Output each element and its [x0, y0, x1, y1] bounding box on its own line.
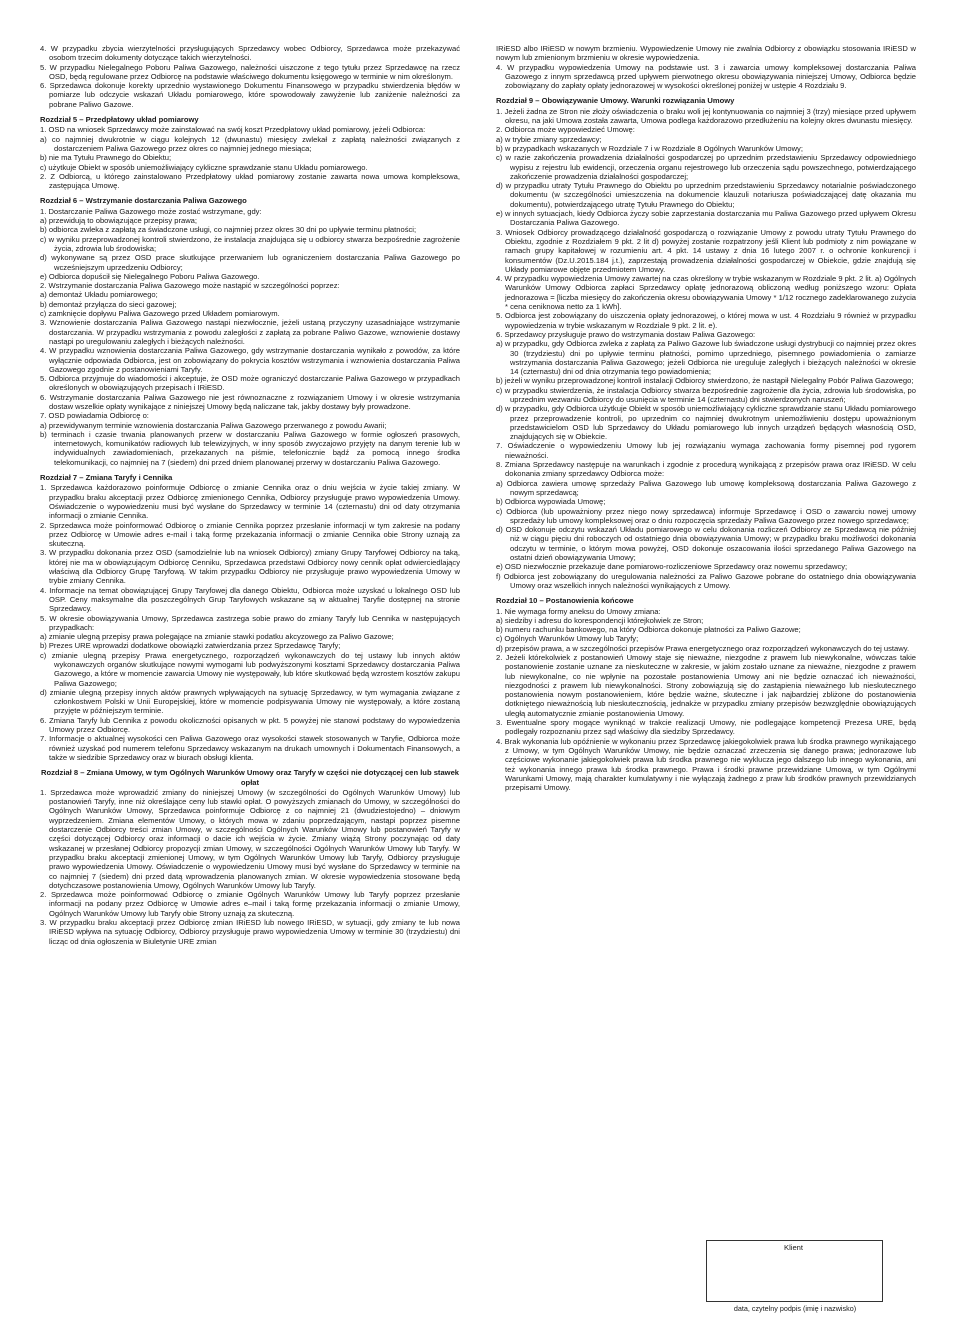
- signature-box-title: Klient: [784, 1243, 803, 1252]
- paragraph: IRiESD albo IRiESD w nowym brzmieniu. Wypowiedzenie Umowy nie zwalnia Odbiorcy z obowiązku stosowania IRiESD w nowym lub zmienionym brzmieniu w okresie wypowiedzenia.: [496, 44, 916, 63]
- numbered-paragraph: 3. Ewentualne spory mogące wyniknąć w trakcie realizacji Umowy, nie podlegające kompetencji Prezesa URE, będą podlegały rozpoznaniu przez sąd właściwy dla siedziby Sprzedawcy.: [496, 718, 916, 737]
- numbered-paragraph: 1. Jeżeli żadna ze Stron nie złoży oświadczenia o braku woli jej kontynuowania co najmniej 3 (trzy) miesiące przed upływem okresu, na jaki Umowa została zawarta, Umowa podlega każdorazowo przedłużeniu na kolejny okres dwunastu miesięcy.: [496, 106, 916, 126]
- numbered-paragraph: 1. Sprzedawca każdorazowo poinformuje Odbiorcę o zmianie Cennika oraz o dniu wejścia w życie takiej zmiany. W przypadku braku akceptacji przez Odbiorcę zmienionego Cennika, Odbiorcy przysługuje prawo wypowiedzenia Umowy. Oświadczenie o wypowiedzeniu musi być wysłane do Sprzedawcy w terminie 14 (czternastu) dni od daty otrzymania informacji o zmianie Cennika.: [40, 483, 460, 521]
- numbered-paragraph: 2. Wstrzymanie dostarczania Paliwa Gazowego może nastąpić w szczególności poprzez:: [40, 281, 340, 291]
- sub-item: b) Odbiorca wypowiada Umowę;: [496, 497, 606, 507]
- sub-item: c) w przypadku stwierdzenia, że instalacja Odbiorcy stwarza bezpośrednie zagrożenie dla życia, zdrowia lub środowiska, po uprzednim wezwaniu Odbiorcy do usunięcia w terminie 14 (czternastu) dni stwierdzonych naruszeń;: [496, 385, 916, 404]
- numbered-paragraph: 6. Wstrzymanie dostarczania Paliwa Gazowego nie jest równoznaczne z rozwiązaniem Umowy i w okresie wstrzymania dostaw wszelkie opłaty wynikające z niniejszej Umowy będą naliczane tak, jakby dostawy były prowadzone.: [40, 392, 460, 411]
- sub-item: a) w trybie zmiany sprzedawcy;: [496, 134, 602, 144]
- section-heading: Rozdział 7 – Zmiana Taryfy i Cennika: [40, 473, 173, 483]
- sub-item: a) siedziby i adresu do korespondencji którejkolwiek ze Stron;: [496, 615, 704, 625]
- sub-item: d) zmianie ulegną przepisy innych aktów prawnych wpływających na sytuację Sprzedawcy, w tym wymagania związane z członkostwem Polski w Unii Europejskiej, które w momencie podpisywania Umowy nie występowały, a które zostaną przyjęte w późniejszym terminie.: [40, 687, 460, 716]
- sub-item: d) wykonywane są przez OSD prace skutkujące przerwaniem lub ograniczeniem dostarczania Paliwa Gazowego po wcześniejszym uprzedzeniu Odbiorcy;: [40, 253, 460, 272]
- numbered-paragraph: 4. W przypadku zbycia wierzytelności przysługujących Sprzedawcy wobec Odbiorcy, Sprzedawca może przekazywać osobom trzecim dokumenty dotyczące takich wierzytelności.: [40, 44, 460, 63]
- sub-item: b) terminach i czasie trwania planowanych przerw w dostarczaniu Paliwa Gazowego w formie ogłoszeń prasowych, internetowych, komunikatów radiowych lub telewizyjnych, w inny sposób zwyczajowo przyjęty na danym terenie lub w indywidualnych zawiadomieniach, przekazanych na piśmie, telefonicznie bądź za pomocą innego środka telekomunikacji, co najmniej na 7 (siedem) dni przed dniem planowanej przerwy w dostarczaniu Paliwa Gazowego.: [40, 429, 460, 467]
- sub-item: e) OSD niezwłocznie przekazuje dane pomiarowo-rozliczeniowe Sprzedawcy oraz nowemu sprzedawcy;: [496, 562, 848, 572]
- signature-caption: data, czytelny podpis (imię i nazwisko): [733, 1304, 857, 1313]
- numbered-paragraph: 5. W przypadku Nielegalnego Poboru Paliwa Gazowego, należności uiszczone z tego tytułu przez Sprzedawcę na rzecz OSD, będą regulowane przez Odbiorcę na podstawie właściwego dokumentu księgowego w terminie w nim określonym.: [40, 62, 460, 81]
- numbered-paragraph: 3. W przypadku braku akceptacji przez Odbiorcę zmian IRiESD lub nowego IRiESD, w sytuacji, gdy zmiany te lub nowa IRiESD wpływa na sytuację Odbiorcy, Odbiorcy przysługuje prawo wypowiedzenia Umowy w terminie 30 (trzydziestu) dni licząc od dnia ogłoszenia w Biuletynie URE zmian: [40, 918, 460, 946]
- numbered-paragraph: 3. W przypadku dokonania przez OSD (samodzielnie lub na wniosek Odbiorcy) zmiany Grupy Taryfowej Odbiorcy na taką, której nie ma w obowiązującym Odbiorcę Cenniku, Sprzedawca przedstawi Odbiorcy nowy cennik opłat odwierciedlający właściwą dla Odbiorcy Grupę Taryfową. W takim przypadku Odbiorcy nie przysługuje prawo wypowiedzenia Umowy w trybie zmiany Cennika.: [40, 548, 460, 586]
- numbered-paragraph: 2. Z Odbiorcą, u którego zainstalowano Przedpłatowy układ pomiarowy zostanie zawarta nowa umowa kompleksowa, zastępująca Umowę.: [40, 171, 460, 191]
- sub-item: d) w przypadku utraty Tytułu Prawnego do Obiektu po uprzednim przedstawieniu Sprzedawcy notarialnie poświadczonego dokumentu (w szczególności umieszczenia na dokumencie klauzuli notariusza poświadczającej datę okazania mu dokumentu), potwierdzającego utratę Tytułu Prawnego do Obiektu;: [496, 181, 916, 209]
- numbered-paragraph: 8. Zmiana Sprzedawcy następuje na warunkach i zgodnie z procedurą wynikającą z przepisów prawa oraz IRiESD. W celu dokonania zmiany sprzedawcy Odbiorca może:: [496, 460, 916, 479]
- numbered-paragraph: 4. Brak wykonania lub opóźnienie w wykonaniu przez Sprzedawcę jakiegokolwiek prawa lub środka prawnego wynikającego z Umowy, w tym Ogólnych Warunków Umowy, nie będzie oznaczać zrzeczenia się danego prawa; jednorazowe lub częściowe wykonanie jakiegokolwiek prawa lub środka prawnego nie wyklucza jego dalszego lub innego wykonania, ani też wykonania innego prawa lub środka prawnego. Prawa i środki prawne przewidziane Umową, w tym Ogólnymi Warunkami Umowy, mają charakter kumulatywny i nie wyłączają żadnego z praw lub środków prawnych przewidzianych przepisami Umowy.: [496, 736, 916, 793]
- sub-item: a) zmianie ulegną przepisy prawa polegające na zmianie stawki podatku akcyzowego za Paliwo Gazowe;: [40, 632, 394, 642]
- sub-item: a) co najmniej dwukrotnie w ciągu kolejnych 12 (dwunastu) miesięcy zwlekał z zapłatą należności związanych z dostarczeniem Paliwa Gazowego przez okres co najmniej jednego miesiąca;: [40, 134, 460, 153]
- sub-item: b) odbiorca zwleka z zapłatą za świadczone usługi, co najmniej przez okres 30 dni po upływie terminu płatności;: [40, 225, 417, 235]
- numbered-paragraph: 7. OSD powiadamia Odbiorcę o:: [40, 411, 149, 421]
- numbered-paragraph: 1. OSD na wniosek Sprzedawcy może zainstalować na swój koszt Przedpłatowy układ pomiarowy, jeżeli Odbiorca:: [40, 125, 426, 135]
- numbered-paragraph: 4. W przypadku wypowiedzenia Umowy na podstawie ust. 3 i zawarcia umowy kompleksowej dostarczania Paliwa Gazowego z innym sprzedawcą przed upływem pierwotnego okresu obowiązywania niniejszej Umowy, Odbiorca będzie zobowiązany do zapłaty opłaty jednorazowej w wysokości określonej poniżej w ustępie 4 Rozdziału 9.: [496, 62, 916, 91]
- numbered-paragraph: 1. Dostarczanie Paliwa Gazowego może zostać wstrzymane, gdy:: [40, 206, 262, 216]
- sub-item: b) jeżeli w wyniku przeprowadzonej kontroli instalacji Odbiorcy stwierdzono, że nastąpił Nielegalny Pobór Paliwa Gazowego;: [496, 376, 914, 386]
- sub-item: a) Odbiorca zawiera umowę sprzedaży Paliwa Gazowego lub umowę kompleksową dostarczania Paliwa Gazowego z nowym sprzedawcą;: [496, 478, 916, 497]
- right-column: [496, 44, 916, 792]
- section-heading: Rozdział 8 – Zmiana Umowy, w tym Ogólnych Warunków Umowy oraz Taryfy w części nie dotyczącej cen lub stawek opłat: [40, 768, 460, 787]
- sub-item: f) Odbiorca jest zobowiązany do uregulowania należności za Paliwo Gazowe pobrane do ostatniego dnia obowiązywania Umowy oraz wszelkich innych należności wynikających z Umowy.: [496, 571, 916, 590]
- sub-item: b) w przypadkach wskazanych w Rozdziale 7 i w Rozdziale 8 Ogólnych Warunków Umowy;: [496, 143, 803, 153]
- numbered-paragraph: 1. Nie wymaga formy aneksu do Umowy zmiana:: [496, 606, 661, 616]
- sub-item: b) Prezes URE wprowadzi dodatkowe obowiązki zatwierdzania przez Sprzedawcę Taryfy;: [40, 641, 341, 651]
- sub-item: b) numeru rachunku bankowego, na który Odbiorca dokonuje płatności za Paliwo Gazowe;: [496, 625, 801, 635]
- numbered-paragraph: 2. Sprzedawca może poinformować Odbiorcę o zmianie Cennika poprzez przesłanie informacji w tym zakresie na podany przez Odbiorcę w Umowie adres e-mail i taką formę przekazania informacji o zmianie Cennika obie Strony uznają za skuteczną.: [40, 520, 460, 549]
- sub-item: a) przewidywanym terminie wznowienia dostarczania Paliwa Gazowego przerwanego z powodu Awarii;: [40, 420, 387, 430]
- sub-item: d) OSD dokonuje odczytu wskazań Układu pomiarowego w celu dokonania rozliczeń Odbiorcy ze Sprzedawcą nie później niż w ciągu pięciu dni roboczych od ostatniego dnia obowiązywania Umowy; w przypadku braku możliwości dokonania odczytu w terminie, o którym mowa powyżej, OSD dokonuje oszacowania ilości sprzedanego Paliwa Gazowego na ostatni dzień obowiązywania Umowy;: [496, 525, 916, 563]
- numbered-paragraph: 2. Sprzedawca może poinformować Odbiorcę o zmianie Ogólnych Warunków Umowy lub Taryfy poprzez przesłanie informacji na podany przez Odbiorcę w Umowie adres e–mail i taką formę przekazania informacji o zmianie Umowy, Ogólnych Warunków Umowy lub Taryfy obie Strony uznają za skuteczną.: [40, 890, 460, 918]
- sub-item: c) użytkuje Obiekt w sposób uniemożliwiający cykliczne sprawdzanie stanu Układu pomiarowego.: [40, 162, 368, 172]
- numbered-paragraph: 4. W przypadku wznowienia dostarczania Paliwa Gazowego, gdy wstrzymanie dostarczania wynikało z powodów, za które wyłącznie odpowiada Odbiorca, jest on zobowiązany do pokrycia kosztów wstrzymania i wznowienia dostarczania Paliwa Gazowego zgodnie z postanowieniami Taryfy.: [40, 346, 460, 374]
- left-column: [40, 44, 460, 946]
- sub-item: a) przewidują to obowiązujące przepisy prawa;: [40, 216, 198, 226]
- numbered-paragraph: 3. Wniosek Odbiorcy prowadzącego działalność gospodarczą o rozwiązanie Umowy z powodu utraty Tytułu Prawnego do Obiektu, zgodnie z Rozdziałem 9 pkt. 2 lit d) powyżej zostanie rozpatrzony jeśli Klient lub podmioty z nim powiązane w ramach grupy kapitałowej w rozumieniu art. 4 pkt. 14 ustawy z dnia 16 lutego 2007 r. o ochronie konkurencji i konsumentów (Dz.U.2015.184 j.t.), zaprzestają prowadzenia działalności gospodarczej w Obiekcie, gdzie znajdują się Układy pomiarowe objęte przedmiotem Umowy.: [496, 227, 916, 274]
- numbered-paragraph: 4. Informacje na temat obowiązującej Grupy Taryfowej dla danego Obiektu, Odbiorca może uzyskać u lokalnego OSD lub OSP. Ceny maksymalne dla poszczególnych Grup Taryfowych wskazane są w aktualnej Taryfie dostępnej na stronie Sprzedawcy.: [40, 585, 460, 614]
- sub-item: c) zmianie ulegną przepisy Prawa energetycznego, rozporządzeń wykonawczych do tej ustawy lub innych aktów wykonawczych organów skutkujące nowymi wymogami lub podwyższonymi kosztami Sprzedawcy dostarczania Paliwa Gazowego, a które w momencie zawarcia Umowy nie występowały, lub które skutkować będą wzrostem kosztów zakupu Paliwa Gazowego;: [40, 650, 460, 688]
- numbered-paragraph: 3. Wznowienie dostarczania Paliwa Gazowego nastąpi niezwłocznie, jeżeli ustaną przyczyny uzasadniające wstrzymanie dostarczania. W przypadku wstrzymania z powodu zaległości z zapłatą za pobrane Paliwo Gazowe, wznowienie dostawy nastąpi po uregulowaniu zaległych i bieżących należności.: [40, 318, 460, 346]
- sub-item: b) nie ma Tytułu Prawnego do Obiektu;: [40, 153, 172, 163]
- sub-item: a) demontaż Układu pomiarowego;: [40, 290, 158, 300]
- sub-item: e) w innych sytuacjach, kiedy Odbiorca życzy sobie zaprzestania dostarczania mu Paliwa Gazowego przed upływem Okresu Dostarczania Paliwa Gazowego.: [496, 209, 916, 228]
- numbered-paragraph: 6. Zmiana Taryfy lub Cennika z powodu okoliczności opisanych w pkt. 5 powyżej nie stanowi podstawy do wypowiedzenia Umowy przez Odbiorcę.: [40, 715, 460, 735]
- sub-item: c) w wyniku przeprowadzonej kontroli stwierdzono, że instalacja znajdująca się u odbiorcy stwarza bezpośrednie zagrożenie życia, zdrowia lub środowiska;: [40, 234, 460, 253]
- sub-item: b) demontaż przyłącza do sieci gazowej;: [40, 299, 177, 309]
- numbered-paragraph: 2. Odbiorca może wypowiedzieć Umowę:: [496, 125, 635, 135]
- sub-item: c) Odbiorca (lub upoważniony przez niego nowy sprzedawca) informuje Sprzedawcę i OSD o zawarciu nowej umowy sprzedaży lub umowy kompleksowej oraz o dniu rozpoczęcia sprzedaży Paliwa Gazowego przez nowego sprzedawcę;: [496, 506, 916, 525]
- section-heading: Rozdział 5 – Przedpłatowy układ pomiarowy: [40, 115, 199, 125]
- numbered-paragraph: 6. Sprzedawcy przysługuje prawo do wstrzymania dostaw Paliwa Gazowego:: [496, 329, 756, 339]
- sub-item: d) przepisów prawa, a w szczególności przepisów Prawa energetycznego oraz rozporządzeń wykonawczych do tej ustawy.: [496, 643, 910, 653]
- section-heading: Rozdział 10 – Postanowienia końcowe: [496, 596, 634, 606]
- sub-item: a) w przypadku, gdy Odbiorca zwleka z zapłatą za Paliwo Gazowe lub świadczone usługi dystrybucji co najmniej przez okres 30 (trzydziestu) dni po upływie terminu płatności, pomimo uprzedniego, pisemnego powiadomienia o zamiarze wstrzymania dostarczania Paliwa Gazowego; jeżeli Odbiorca nie ureguluje zaległych i bieżących należności w okresie 14 (czternastu) dni od dnia otrzymania tego powiadomienia;: [496, 339, 916, 377]
- numbered-paragraph: 4. W przypadku wypowiedzenia Umowy zawartej na czas określony w trybie wskazanym w Rozdziale 9 pkt. 2 lit. a) Ogólnych Warunków Umowy Odbiorca zapłaci Sprzedawcy opłatę jednorazową obliczoną według poniższego wzoru: Opłata jednorazowa = [liczba miesięcy do zakończenia okresu obowiązywania Umowy * 1/12 rocznego zadeklarowanego zużycia * cena ceniknowa netto za 1 kWh].: [496, 274, 916, 312]
- sub-item: e) Odbiorca dopuścił się Nielegalnego Poboru Paliwa Gazowego.: [40, 271, 260, 281]
- numbered-paragraph: 5. W okresie obowiązywania Umowy, Sprzedawca zastrzega sobie prawo do zmiany Taryfy lub Cennika w następujących przypadkach:: [40, 613, 460, 632]
- numbered-paragraph: 7. Informacje o aktualnej wysokości cen Paliwa Gazowego oraz wysokości stawek stosowanych w Taryfie, Odbiorca może również uzyskać pod numerem telefonu Sprzedawcy wskazanym na drukach umownych i Dokumentach Finansowych, a także w siedzibie Sprzedawcy oraz w biurach obsługi klienta.: [40, 734, 460, 762]
- sub-item: c) zamknięcie dopływu Paliwa Gazowego przed Układem pomiarowym.: [40, 309, 280, 319]
- numbered-paragraph: 5. Odbiorca przyjmuje do wiadomości i akceptuje, że OSD może ograniczyć dostarczanie Paliwa Gazowego w przypadkach określonych w obowiązujących przepisach i IRiESD.: [40, 374, 460, 393]
- section-heading: Rozdział 6 – Wstrzymanie dostarczania Paliwa Gazowego: [40, 196, 247, 206]
- numbered-paragraph: 7. Oświadczenie o wypowiedzeniu Umowy lub jej rozwiązaniu wymaga zachowania formy pisemnej pod rygorem nieważności.: [496, 441, 916, 460]
- sub-item: c) w razie zakończenia prowadzenia działalności gospodarczej po uprzednim przedstawieniu Sprzedawcy odpowiedniego wypisu z rejestru lub ewidencji, orzeczenia organu rejestrowego lub orzeczenia sądu powszechnego, potwierdzającego zakończenie prowadzenia działalności gospodarczej;: [496, 153, 916, 181]
- numbered-paragraph: 1. Sprzedawca może wprowadzić zmiany do niniejszej Umowy (w szczególności do Ogólnych Warunków Umowy) lub postanowień Taryfy, inne niż określające ceny lub stawki opłat. O powyższych zmianach do Umowy, w szczególności do Ogólnych Warunków Umowy, Sprzedawca poinformuje Odbiorcę z co najmniej 21 (dwudziestojedno) – dniowym wyprzedzeniem. Zmiana elementów Umowy, o których mowa w zdaniu poprzedzającym, nastąpi poprzez pisemne dostarczenie Odbiorcy treści zmian Umowy, w szczególności Ogólnych Warunków Umowy lub postanowień Taryfy w części dotyczącej Odbiorcy oraz informacji o dacie ich wejścia w życie. Zmiany wiążą Strony poczynając od daty wskazanej w przesłanej Odbiorcy propozycji zmian Umowy, w szczególności Ogólnych Warunków Umowy lub Taryfy. W przypadku braku akceptacji zmienionej Umowy, w tym Ogólnych Warunków Umowy lub Taryfy, Odbiorcy przysługuje prawo wypowiedzenia Umowy. Oświadczenie o wypowiedzeniu Umowy musi być wysłane do Sprzedawcy w terminie na co najmniej 7 (siedem) dni przed datą wprowadzenia planowanych zmian. W okresie wypowiedzenia stosowane będą dotychczasowe postanowienia Umowy, Ogólnych Warunków Umowy lub Taryfy.: [40, 787, 460, 890]
- sub-item: c) Ogólnych Warunków Umowy lub Taryfy;: [496, 634, 639, 644]
- sub-item: d) w przypadku, gdy Odbiorca użytkuje Obiekt w sposób uniemożliwiający cykliczne sprawdzanie stanu Układu pomiarowego przez przeprowadzenie kontroli, po uprzednim co najmniej dwukrotnym uniemożliwieniu dostępu upoważnionym przedstawicielom OSD lub Sprzedawcy do Układu pomiarowego lub innych urządzeń będących własnością OSD, znajdujących się w Obiekcie.: [496, 404, 916, 442]
- numbered-paragraph: 6. Sprzedawca dokonuje korekty uprzednio wystawionego Dokumentu Finansowego w przypadku stwierdzenia błędów w pomiarze lub odczycie wskazań Układu pomiarowego, które spowodowały zawyżenie lub zaniżenie należności za pobrane Paliwo Gazowe.: [40, 81, 460, 109]
- numbered-paragraph: 2. Jeżeli którekolwiek z postanowień Umowy staje się nieważne, niezgodne z prawem lub niewykonalne, wówczas takie postanowienie zostanie uznane za nieskuteczne w zakresie, w jakim zostało uznane za nieważne, niezgodne z prawem lub niewykonalne, co nie wpłynie na pozostałe postanowienia Umowy ani nie będzie oznaczać ich nieważności, niezgodności z prawem lub niewykonalności. Strony zobowiązują się do zastąpienia nieważnego lub nieskutecznego postanowienia nowym postanowieniem, które będzie ważne, skuteczne i jak najbardziej zbliżone do postanowienia dotkniętego nieważnością lub nieskutecznością, jednakże w przypadku zmiany przepisów bezwzględnie obowiązujących uległą automatycznie zmianie postanowienia Umowy.: [496, 653, 916, 718]
- numbered-paragraph: 5. Odbiorca jest zobowiązany do uiszczenia opłaty jednorazowej, o której mowa w ust. 4 Rozdziału 9 również w przypadku wypowiedzenia w trybie wskazanym w Rozdziale 9 pkt. 2 lit. e).: [496, 311, 916, 330]
- section-heading: Rozdział 9 – Obowiązywanie Umowy. Warunki rozwiązania Umowy: [496, 96, 735, 106]
